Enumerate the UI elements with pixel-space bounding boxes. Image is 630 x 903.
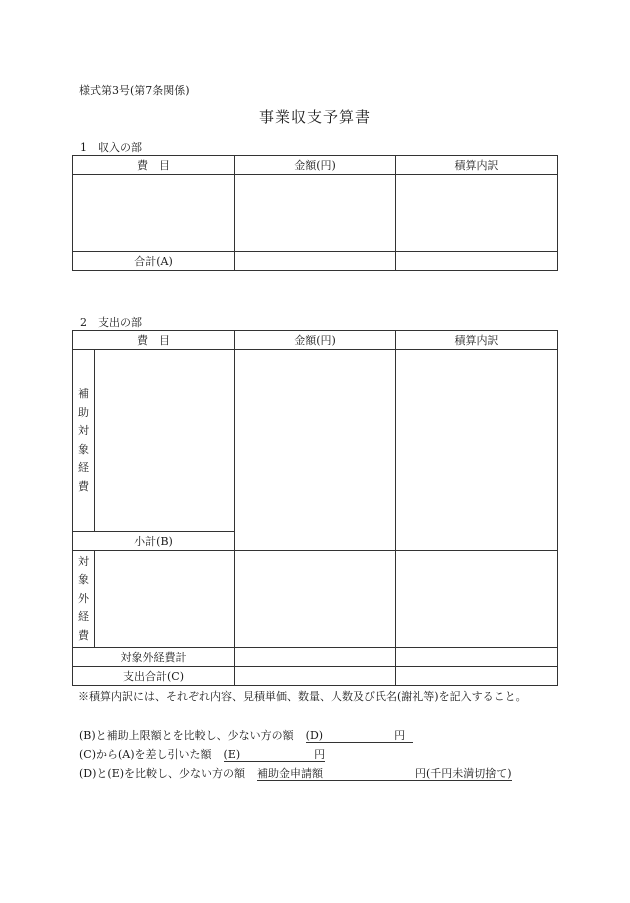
income-item-cell[interactable] xyxy=(73,175,235,252)
expense-table xyxy=(72,330,558,686)
application-amount-field[interactable] xyxy=(257,767,512,781)
field-label: 補助金申請額 xyxy=(257,767,324,780)
calculation-text: (D)と(E)を比較し、少ない方の額 xyxy=(79,767,246,780)
amount-e-field[interactable] xyxy=(224,748,326,762)
subsidized-breakdown-cell[interactable] xyxy=(396,350,558,551)
calculation-text: (B)と補助上限額とを比較し、少ない方の額 xyxy=(79,729,294,742)
income-breakdown-cell[interactable] xyxy=(396,175,558,252)
vertical-char: 象 xyxy=(78,442,89,456)
expense-total-breakdown-cell[interactable] xyxy=(396,667,558,686)
expense-header-amount: 金額(円) xyxy=(235,331,396,350)
expense-header-row xyxy=(73,331,558,350)
income-header-amount: 金額(円) xyxy=(235,156,396,175)
field-unit: 円 xyxy=(314,748,326,761)
amount-d-field[interactable] xyxy=(306,729,413,743)
subsidized-item-cell[interactable] xyxy=(95,350,235,532)
non-subsidized-item-cell[interactable] xyxy=(95,551,235,648)
expense-total-amount-cell[interactable] xyxy=(235,667,396,686)
expense-header-breakdown: 積算内訳 xyxy=(396,331,558,350)
vertical-char: 経 xyxy=(78,461,89,474)
vertical-char: 費 xyxy=(78,628,89,642)
subsidized-expense-label xyxy=(73,350,95,532)
field-unit: 円 xyxy=(394,729,406,742)
breakdown-note: ※積算内訳には、それぞれ内容、見積単価、数量、人数及び氏名(謝礼等)を記入すること。 xyxy=(78,690,527,703)
vertical-char: 対 xyxy=(78,554,89,568)
subsidized-expense-row xyxy=(73,350,558,532)
subtotal-label: 小計(B) xyxy=(73,532,235,551)
subsidized-amount-cell[interactable] xyxy=(235,350,396,551)
income-amount-cell[interactable] xyxy=(235,175,396,252)
non-subsidized-total-label: 対象外経費計 xyxy=(73,648,235,667)
vertical-char: 助 xyxy=(78,405,89,419)
expense-header-item: 費 目 xyxy=(73,331,235,350)
non-subsidized-total-amount-cell[interactable] xyxy=(235,648,396,667)
non-subsidized-total-breakdown-cell[interactable] xyxy=(396,648,558,667)
field-unit: 円(千円未満切捨て) xyxy=(415,767,512,780)
income-total-label: 合計(A) xyxy=(73,252,235,271)
non-subsidized-expense-row xyxy=(73,551,558,648)
expense-total-label: 支出合計(C) xyxy=(73,667,235,686)
page-title: 事業収支予算書 xyxy=(258,108,371,126)
vertical-char: 象 xyxy=(78,573,89,587)
vertical-char: 費 xyxy=(78,479,89,493)
non-subsidized-total-row xyxy=(73,648,558,667)
non-subsidized-amount-cell[interactable] xyxy=(235,551,396,648)
field-label: (D) xyxy=(305,729,324,742)
income-header-row xyxy=(73,156,558,175)
calculation-text: (C)から(A)を差し引いた額 xyxy=(79,748,212,761)
calculation-line-application xyxy=(79,765,512,781)
vertical-char: 対 xyxy=(78,424,89,437)
income-entry-row xyxy=(73,175,558,252)
income-section-heading: 1 収入の部 xyxy=(80,141,142,154)
income-total-breakdown-cell[interactable] xyxy=(396,252,558,271)
income-total-amount-cell[interactable] xyxy=(235,252,396,271)
vertical-char: 経 xyxy=(78,610,89,624)
vertical-char: 外 xyxy=(78,591,89,605)
form-number: 様式第3号(第7条関係) xyxy=(79,84,190,97)
expense-total-row xyxy=(73,667,558,686)
calculation-line-e xyxy=(79,746,325,762)
income-header-item: 費 目 xyxy=(73,156,235,175)
calculation-line-d xyxy=(79,727,413,743)
income-table xyxy=(72,155,558,271)
vertical-char: 補 xyxy=(78,387,89,400)
income-total-row xyxy=(73,252,558,271)
expense-section-heading: 2 支出の部 xyxy=(80,316,142,329)
field-label: (E) xyxy=(223,748,241,761)
non-subsidized-breakdown-cell[interactable] xyxy=(396,551,558,648)
non-subsidized-expense-label xyxy=(73,551,95,648)
income-header-breakdown: 積算内訳 xyxy=(396,156,558,175)
